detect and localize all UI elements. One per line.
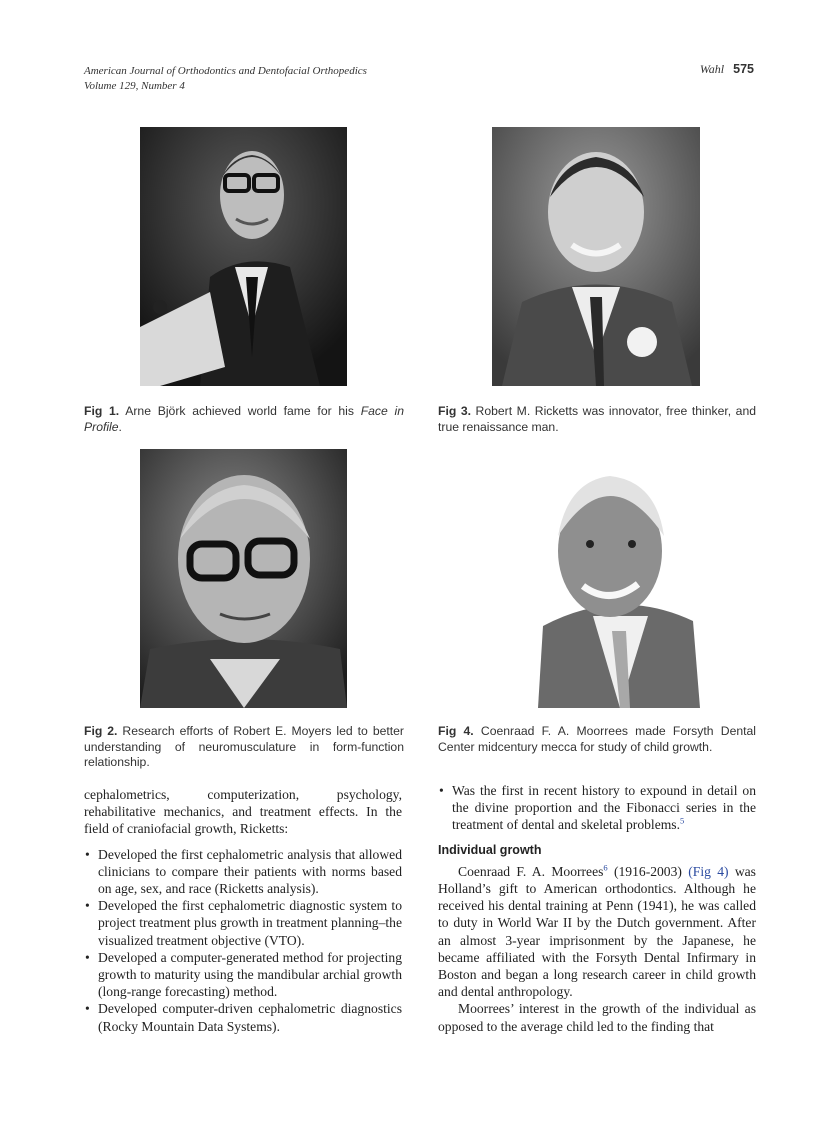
list-item: • Developed the first cephalometric diagnostic system to project treatment plus growth in treatment planning–the visualized treatment objective (VTO). — [85, 898, 402, 948]
fig1-text: Arne Björk achieved world fame for his — [119, 404, 361, 418]
citation-ref[interactable]: 5 — [680, 815, 685, 826]
left-column — [84, 786, 402, 1035]
portrait-photo-icon — [140, 127, 347, 386]
body-paragraph: Coenraad F. A. Moorrees$^6$ (1916-2003) (Fig 4) was Holland’s gift to American orthodontics. Although he received his dental training at Penn (1941), he was called to duty in World War II by the Dutch government. After an almost 3-year imprisonment by the Japanese, he became affiliated with the Forsyth Dental Infirmary in Boston and began a long research career in child growth and dental anthropology. — [438, 862, 756, 1000]
ricketts-list — [84, 846, 402, 1035]
fig3-photo — [492, 127, 700, 386]
fig1-caption — [84, 404, 404, 435]
fig2-photo — [140, 449, 347, 708]
fig3-label: Fig 3. — [438, 404, 471, 418]
fig1-photo — [140, 127, 347, 386]
fig2-caption — [84, 724, 404, 771]
fig4-label: Fig 4. — [438, 724, 474, 738]
fig1-italic: Face in Profile — [84, 404, 405, 434]
bullet-icon: • — [85, 949, 90, 965]
fig3-text: Robert M. Ricketts was innovator, free thinker, and true renaissance man. — [438, 404, 757, 434]
running-header-right — [700, 62, 754, 77]
portrait-photo-icon — [492, 127, 700, 386]
citation-ref[interactable]: 6 — [603, 862, 608, 873]
right-column — [438, 782, 756, 1035]
fig3-caption — [438, 404, 756, 435]
list-item: • Developed computer-driven cephalometric diagnostics (Rocky Mountain Data Systems). — [85, 1001, 402, 1034]
section-heading: Individual growth — [438, 842, 542, 857]
journal-title: American Journal of Orthodontics and Dentofacial Orthopedics — [84, 65, 367, 77]
figure-link[interactable]: (Fig 4) — [688, 863, 729, 879]
bullet-icon: • — [85, 898, 90, 914]
fig4-photo — [538, 456, 700, 708]
list-item: • Developed the first cephalometric analysis that allowed clinicians to compare their patients with norms based on age, sex, and race (Ricketts analysis). — [85, 846, 402, 897]
bullet-icon: • — [85, 1001, 90, 1017]
list-item: • Developed a computer-generated method for projecting growth to maturity using the mandibular archial growth (long-range forecasting) method. — [85, 949, 402, 1000]
list-item: • Was the first in recent history to expound in detail on the divine proportion and the Fibonacci series in the treatment of dental and skeletal problems.$^5$ — [439, 783, 756, 833]
fig4-caption — [438, 724, 756, 755]
fig2-text: Research efforts of Robert E. Moyers led to better understanding of neuromusculature in form-function relationship. — [84, 724, 404, 769]
portrait-photo-icon — [538, 456, 700, 708]
fig1-label: Fig 1. — [84, 404, 120, 418]
bullet-icon: • — [85, 846, 90, 862]
portrait-photo-icon — [140, 449, 347, 708]
left-intro: cephalometrics, computerization, psychology, rehabilitative mechanics, and treatment effects. In the field of craniofacial growth, Ricketts: — [84, 787, 402, 837]
page-number: 575 — [733, 62, 754, 76]
journal-header — [84, 64, 367, 94]
journal-volume: Volume 129, Number 4 — [84, 80, 185, 92]
ricketts-list-continued — [438, 782, 756, 834]
bullet-icon: • — [439, 783, 444, 798]
running-author: Wahl — [699, 62, 725, 76]
fig1-end: . — [118, 419, 122, 434]
body-paragraph: Moorrees’ interest in the growth of the individual as opposed to the average child led to the finding that — [438, 1001, 756, 1034]
fig4-text: Coenraad F. A. Moorrees made Forsyth Dental Center midcentury mecca for study of child growth. — [438, 724, 756, 754]
fig2-label: Fig 2. — [84, 724, 118, 738]
